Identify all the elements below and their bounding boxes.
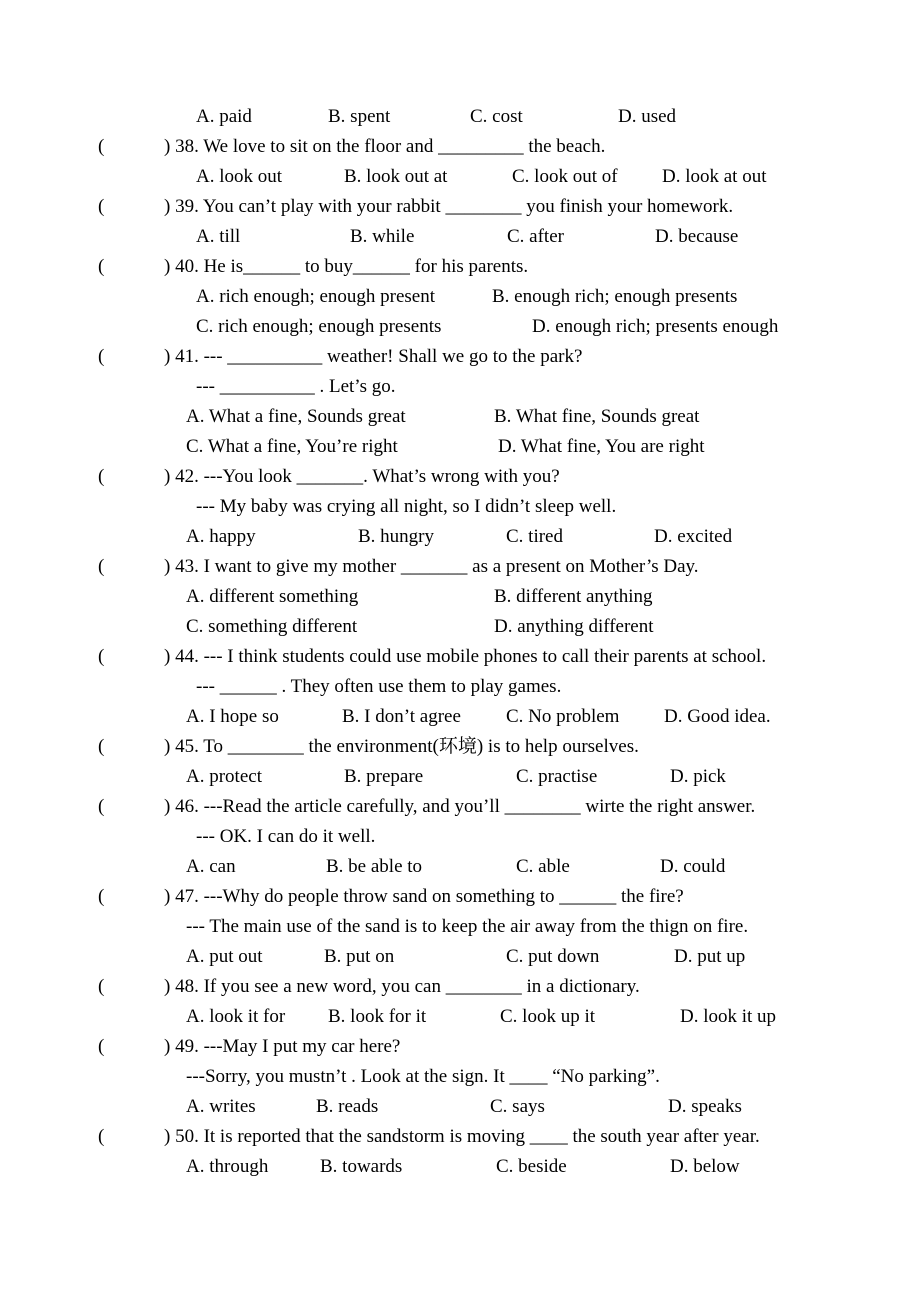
option-d: D. Good idea. xyxy=(664,706,771,727)
option-a: A. paid xyxy=(196,106,252,127)
dialogue-reply: --- The main use of the sand is to keep the air away from the thign on fire. xyxy=(186,916,749,937)
option-c: C. after xyxy=(507,226,564,247)
answer-bracket[interactable]: ( xyxy=(98,886,105,907)
option-a: A. through xyxy=(186,1156,269,1177)
option-c: C. rich enough; enough presents xyxy=(196,316,442,337)
option-a: A. writes xyxy=(186,1096,256,1117)
option-a: A. look out xyxy=(196,166,283,187)
option-d: D. put up xyxy=(674,946,746,967)
question-stem: ) 43. I want to give my mother _______ as a present on Mother’s Day. xyxy=(164,556,699,577)
option-d: D. excited xyxy=(654,526,733,547)
question-38 xyxy=(98,136,605,158)
option-b: B. towards xyxy=(320,1156,403,1177)
question-48 xyxy=(98,976,640,998)
dialogue-reply: --- __________ . Let’s go. xyxy=(196,376,396,397)
option-b: B. reads xyxy=(316,1096,379,1117)
option-c: C. No problem xyxy=(506,706,620,727)
question-stem: ) 46. ---Read the article carefully, and you’ll ________ wirte the right answer. xyxy=(164,796,756,817)
option-c: C. look out of xyxy=(512,166,618,187)
option-c: C. able xyxy=(516,856,570,877)
question-stem: ) 47. ---Why do people throw sand on something to ______ the fire? xyxy=(164,886,684,907)
option-b: B. look out at xyxy=(344,166,448,187)
answer-bracket[interactable]: ( xyxy=(98,556,105,577)
question-stem: ) 45. To ________ the environment(环境) is to help ourselves. xyxy=(164,736,639,757)
option-d: D. used xyxy=(618,106,677,127)
option-a: A. I hope so xyxy=(186,706,279,727)
question-41 xyxy=(98,346,582,368)
answer-bracket[interactable]: ( xyxy=(98,196,105,217)
question-43 xyxy=(98,556,699,578)
option-b: B. different anything xyxy=(494,586,653,607)
option-c: C. cost xyxy=(470,106,523,127)
option-a: A. put out xyxy=(186,946,263,967)
option-b: B. spent xyxy=(328,106,391,127)
question-50 xyxy=(98,1126,760,1148)
option-a: A. rich enough; enough present xyxy=(196,286,436,307)
question-46 xyxy=(98,796,755,818)
answer-bracket[interactable]: ( xyxy=(98,466,105,487)
option-b: B. prepare xyxy=(344,766,424,787)
option-b: B. be able to xyxy=(326,856,423,877)
dialogue-reply: --- ______ . They often use them to play games. xyxy=(196,676,562,697)
option-b: B. I don’t agree xyxy=(342,706,461,727)
dialogue-reply: --- OK. I can do it well. xyxy=(196,826,376,847)
answer-bracket[interactable]: ( xyxy=(98,646,105,667)
option-b: B. put on xyxy=(324,946,395,967)
question-45 xyxy=(98,736,639,758)
answer-bracket[interactable]: ( xyxy=(98,1036,105,1057)
answer-bracket[interactable]: ( xyxy=(98,256,105,277)
option-b: B. while xyxy=(350,226,415,247)
question-42 xyxy=(98,466,560,488)
question-stem: ) 50. It is reported that the sandstorm is moving ____ the south year after year. xyxy=(164,1126,760,1147)
option-c: C. says xyxy=(490,1096,545,1117)
question-49 xyxy=(98,1036,400,1058)
option-a: A. can xyxy=(186,856,236,877)
option-c: C. tired xyxy=(506,526,563,547)
option-d: D. below xyxy=(670,1156,740,1177)
answer-bracket[interactable]: ( xyxy=(98,736,105,757)
dialogue-reply: --- My baby was crying all night, so I didn’t sleep well. xyxy=(196,496,617,517)
question-47 xyxy=(98,886,684,908)
question-stem: ) 40. He is______ to buy______ for his parents. xyxy=(164,256,529,277)
option-b: B. What fine, Sounds great xyxy=(494,406,700,427)
question-stem: ) 38. We love to sit on the floor and _________ the beach. xyxy=(164,136,606,157)
option-d: D. look at out xyxy=(662,166,767,187)
option-c: C. beside xyxy=(496,1156,567,1177)
option-b: B. hungry xyxy=(358,526,434,547)
option-c: C. put down xyxy=(506,946,600,967)
option-a: A. till xyxy=(196,226,241,247)
question-stem: ) 44. --- I think students could use mobile phones to call their parents at school. xyxy=(164,646,767,667)
question-stem: ) 49. ---May I put my car here? xyxy=(164,1036,401,1057)
question-stem: ) 41. --- __________ weather! Shall we go to the park? xyxy=(164,346,583,367)
question-stem: ) 42. ---You look _______. What’s wrong with you? xyxy=(164,466,560,487)
option-c: C. something different xyxy=(186,616,358,637)
option-d: D. enough rich; presents enough xyxy=(532,316,779,337)
option-c: C. practise xyxy=(516,766,598,787)
option-d: D. pick xyxy=(670,766,726,787)
option-d: D. anything different xyxy=(494,616,654,637)
question-stem: ) 48. If you see a new word, you can ________ in a dictionary. xyxy=(164,976,640,997)
option-d: D. What fine, You are right xyxy=(498,436,705,457)
option-c: C. What a fine, You’re right xyxy=(186,436,398,457)
option-c: C. look up it xyxy=(500,1006,596,1027)
option-b: B. enough rich; enough presents xyxy=(492,286,738,307)
answer-bracket[interactable]: ( xyxy=(98,136,105,157)
answer-bracket[interactable]: ( xyxy=(98,346,105,367)
option-d: D. look it up xyxy=(680,1006,777,1027)
question-stem: ) 39. You can’t play with your rabbit ________ you finish your homework. xyxy=(164,196,734,217)
option-a: A. What a fine, Sounds great xyxy=(186,406,406,427)
question-44 xyxy=(98,646,766,668)
question-40 xyxy=(98,256,528,278)
option-d: D. speaks xyxy=(668,1096,742,1117)
answer-bracket[interactable]: ( xyxy=(98,796,105,817)
option-d: D. could xyxy=(660,856,726,877)
option-a: A. look it for xyxy=(186,1006,286,1027)
option-a: A. different something xyxy=(186,586,359,607)
option-d: D. because xyxy=(655,226,739,247)
dialogue-reply: ---Sorry, you mustn’t . Look at the sign. It ____ “No parking”. xyxy=(186,1066,660,1087)
answer-bracket[interactable]: ( xyxy=(98,976,105,997)
option-b: B. look for it xyxy=(328,1006,427,1027)
question-39 xyxy=(98,196,733,218)
answer-bracket[interactable]: ( xyxy=(98,1126,105,1147)
option-a: A. happy xyxy=(186,526,256,547)
option-a: A. protect xyxy=(186,766,262,787)
